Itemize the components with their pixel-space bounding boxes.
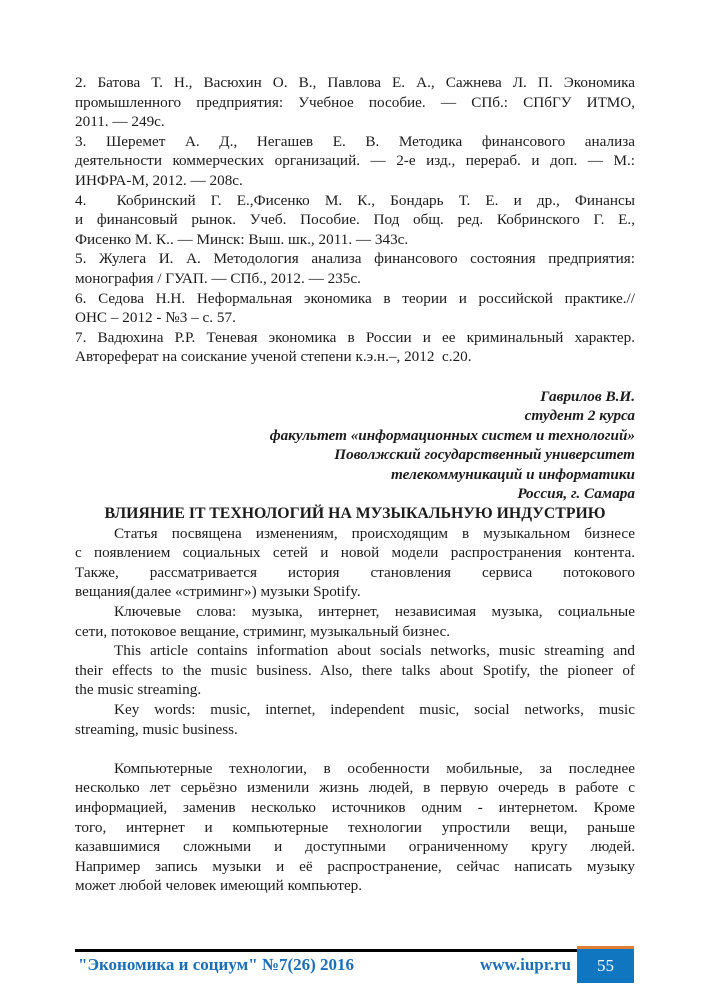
author-name: Гаврилов В.И. (540, 387, 635, 405)
author-position: студент 2 курса (524, 407, 635, 425)
reference-line: промышленного предприятия: Учебное пособие. — СПб.: СПбГУ ИТМО, (75, 93, 635, 111)
reference-line: 7. Вадюхина Р.Р. Теневая экономика в России и ее криминальный характер. (75, 328, 635, 346)
keywords-ru-line: Ключевые слова: музыка, интернет, независимая музыка, социальные (114, 603, 635, 621)
reference-line: 4. Кобринский Г. Е.,Фисенко М. К., Бондарь Т. Е. и др., Финансы (75, 191, 635, 209)
abstract-ru-line: вещания(далее «стриминг») музыки Spotify. (75, 583, 361, 601)
abstract-ru-line: Статья посвящена изменениям, происходящим в музыкальном бизнесе (114, 524, 635, 542)
reference-line: и финансовый рынок. Учеб. Пособие. Под общ. ред. Кобринского Г. Е., (75, 211, 635, 229)
journal-website-link[interactable]: www.iupr.ru (479, 955, 571, 974)
reference-item (75, 132, 635, 191)
keywords-ru-line: сети, потоковое вещание, стриминг, музыкальный бизнес. (75, 622, 451, 640)
references-list (75, 73, 635, 367)
keywords-en (75, 700, 635, 739)
author-block (75, 387, 635, 505)
body-line: несколько лет серьёзно изменили жизнь людей, в первую очередь в работе с (75, 779, 635, 797)
reference-line: 2. Батова Т. Н., Васюхин О. В., Павлова Е. А., Сажнева Л. П. Экономика (75, 74, 635, 91)
keywords-en-line: streaming, music business. (75, 720, 238, 738)
reference-line: монография / ГУАП. — СПб., 2012. — 235с. (75, 269, 361, 287)
author-location: Россия, г. Самара (517, 485, 635, 503)
author-university: Поволжский государственный университет (334, 446, 635, 464)
page-number: 55 (597, 956, 614, 975)
author-faculty: факультет «информационных систем и технологий» (269, 426, 635, 444)
article-title: ВЛИЯНИЕ IT ТЕХНОЛОГИЙ НА МУЗЫКАЛЬНУЮ ИНДУСТРИЮ (104, 505, 606, 523)
abstract-ru (75, 524, 635, 602)
journal-title: "Экономика и социум" №7(26) 2016 (78, 955, 355, 974)
reference-line: 6. Седова Н.Н. Неформальная экономика в теории и российской практике.// (75, 289, 635, 307)
footer-rule (75, 949, 578, 952)
body-line: Например запись музыки и её распространение, сейчас написать музыку (75, 857, 635, 875)
body-line: информацией, заменив несколько источников одним - интернетом. Кроме (75, 798, 635, 816)
reference-item (75, 191, 635, 250)
author-university-cont: телекоммуникаций и информатики (391, 465, 635, 483)
abstract-en (75, 641, 635, 700)
abstract-en-line: the music streaming. (75, 681, 202, 699)
reference-line: 3. Шеремет А. Д., Негашев Е. В. Методика финансового анализа (75, 132, 635, 150)
keywords-en-line: Key words: music, internet, independent music, social networks, music (114, 701, 635, 718)
body-paragraph (75, 759, 635, 896)
keywords-ru (75, 602, 635, 641)
abstract-en-line: their effects to the music business. Also, there talks about Spotify, the pioneer of (75, 661, 635, 679)
abstract-ru-line: Также, рассматривается история становления сервиса потокового (75, 563, 635, 581)
body-line: может любой человек имеющий компьютер. (75, 877, 363, 895)
body-line: казавшимися сложными и доступными ограниченному кругу людей. (75, 838, 635, 856)
reference-item (75, 289, 635, 328)
reference-line: ОНС – 2012 - №3 – с. 57. (75, 309, 236, 327)
page-content (75, 73, 635, 896)
reference-line: деятельности коммерческих организаций. — 2-е изд., перераб. и доп. — М.: (75, 152, 635, 170)
reference-line: Фисенко М. К.. — Минск: Выш. шк., 2011. — 343с. (75, 230, 409, 248)
page-number-badge (577, 946, 634, 983)
reference-line: ИНФРА-М, 2012. — 208с. (75, 171, 243, 189)
reference-item (75, 73, 635, 132)
abstract-ru-line: с появлением социальных сетей и новой модели распространения контента. (75, 544, 635, 562)
reference-line: 2011. — 249с. (75, 113, 165, 131)
abstract-en-line: This article contains information about socials networks, music streaming and (114, 642, 635, 660)
reference-item (75, 328, 635, 367)
reference-line: 5. Жулега И. А. Методология анализа финансового состояния предприятия: (75, 250, 635, 268)
body-line: Компьютерные технологии, в особенности мобильные, за последнее (114, 759, 635, 777)
body-line: того, интернет и компьютерные технологии упростили вещи, раньше (75, 818, 635, 836)
reference-line: Автореферат на соискание ученой степени к.э.н.–, 2012 с.20. (75, 348, 472, 366)
reference-item (75, 249, 635, 288)
